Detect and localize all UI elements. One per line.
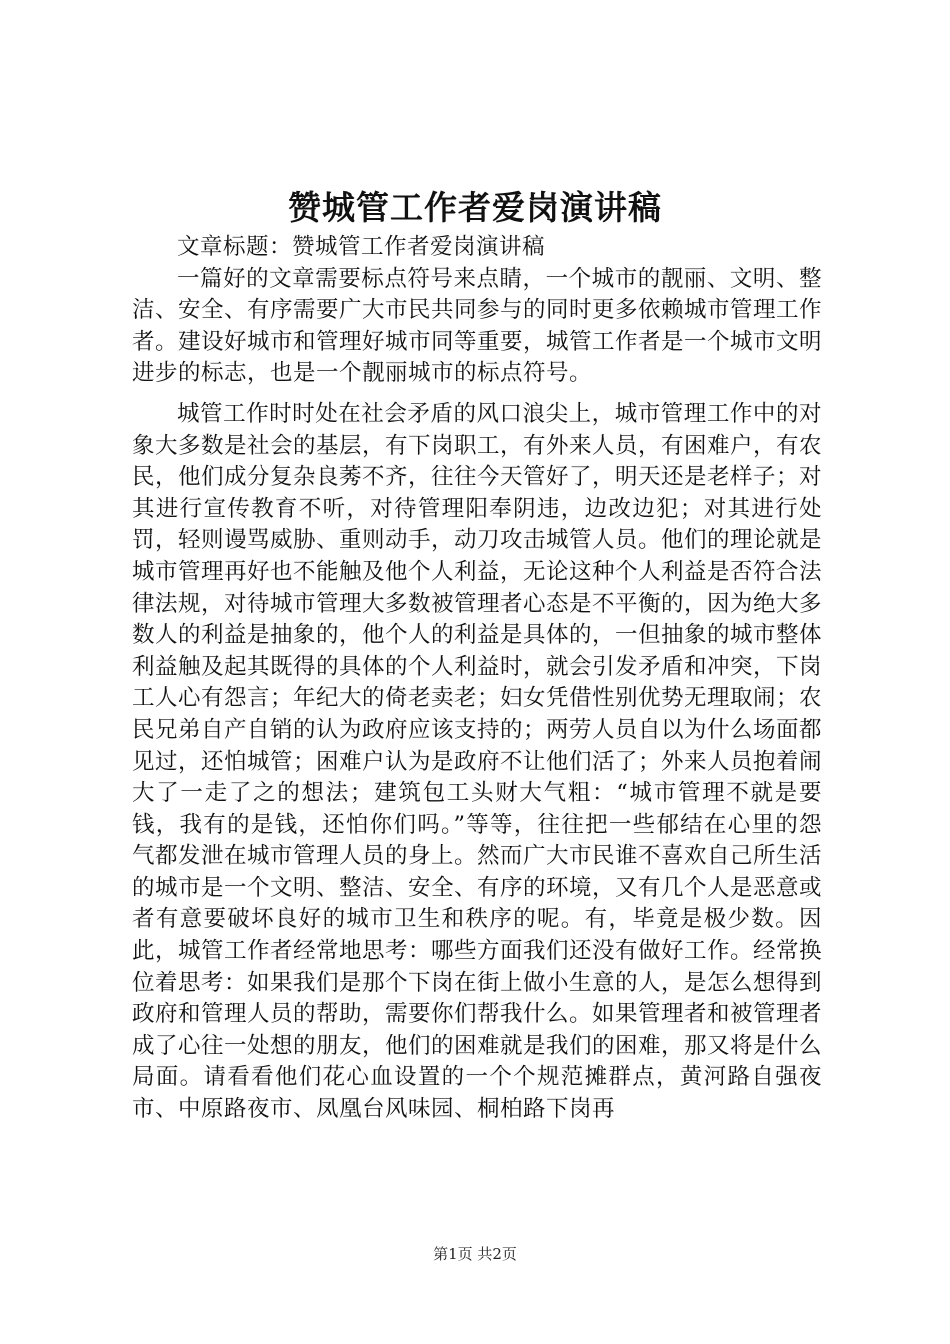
document-body: [132, 232, 822, 1126]
paragraph-main: 城管工作时时处在社会矛盾的风口浪尖上，城市管理工作中的对象大多数是社会的基层，有下岗职工，有外来人员，有困难户，有农民，他们成分复杂良莠不齐，往往今天管好了，明天还是老样子；对其进行宣传教育不听，对待管理阳奉阴违，边改边犯；对其进行处罚，轻则谩骂威胁、重则动手，动刀攻击城管人员。他们的理论就是城市管理再好也不能触及他个人利益，无论这种个人利益是否符合法律法规，对待城市管理大多数被管理者心态是不平衡的，因为绝大多数人的利益是抽象的，他个人的利益是具体的，一但抽象的城市整体利益触及起其既得的具体的个人利益时，就会引发矛盾和冲突，下岗工人心有怨言；年纪大的倚老卖老；妇女凭借性别优势无理取闹；农民兄弟自产自销的认为政府应该支持的；两劳人员自以为什么场面都见过，还怕城管；困难户认为是政府不让他们活了；外来人员抱着闹大了一走了之的想法；建筑包工头财大气粗：“城市管理不就是要钱，我有的是钱，还怕你们吗。”等等，往往把一些郁结在心里的怨气都发泄在城市管理人员的身上。然而广大市民谁不喜欢自己所生活的城市是一个文明、整洁、安全、有序的环境，又有几个人是恶意或者有意要破坏良好的城市卫生和秩序的呢。有，毕竟是极少数。因此，城管工作者经常地思考：哪些方面我们还没有做好工作。经常换位着思考：如果我们是那个下岗在街上做小生意的人，是怎么想得到政府和管理人员的帮助，需要你们帮我什么。如果管理者和被管理者成了心往一处想的朋友，他们的困难就是我们的困难，那又将是什么局面。请看看他们花心血设置的一个个规范摊群点，黄河路自强夜市、中原路夜市、凤凰台风味园、桐柏路下岗再: [132, 400, 823, 1123]
document-title: 赞城管工作者爱岗演讲稿: [288, 188, 662, 227]
page-number-footer: 第1页 共2页: [433, 1245, 517, 1263]
article-title-line: 文章标题：赞城管工作者爱岗演讲稿: [177, 234, 546, 260]
paragraph-intro: 一篇好的文章需要标点符号来点睛，一个城市的靓丽、文明、整洁、安全、有序需要广大市民共同参与的同时更多依赖城市管理工作者。建设好城市和管理好城市同等重要，城管工作者是一个城市文明进步的标志，也是一个靓丽城市的标点符号。: [132, 265, 823, 387]
